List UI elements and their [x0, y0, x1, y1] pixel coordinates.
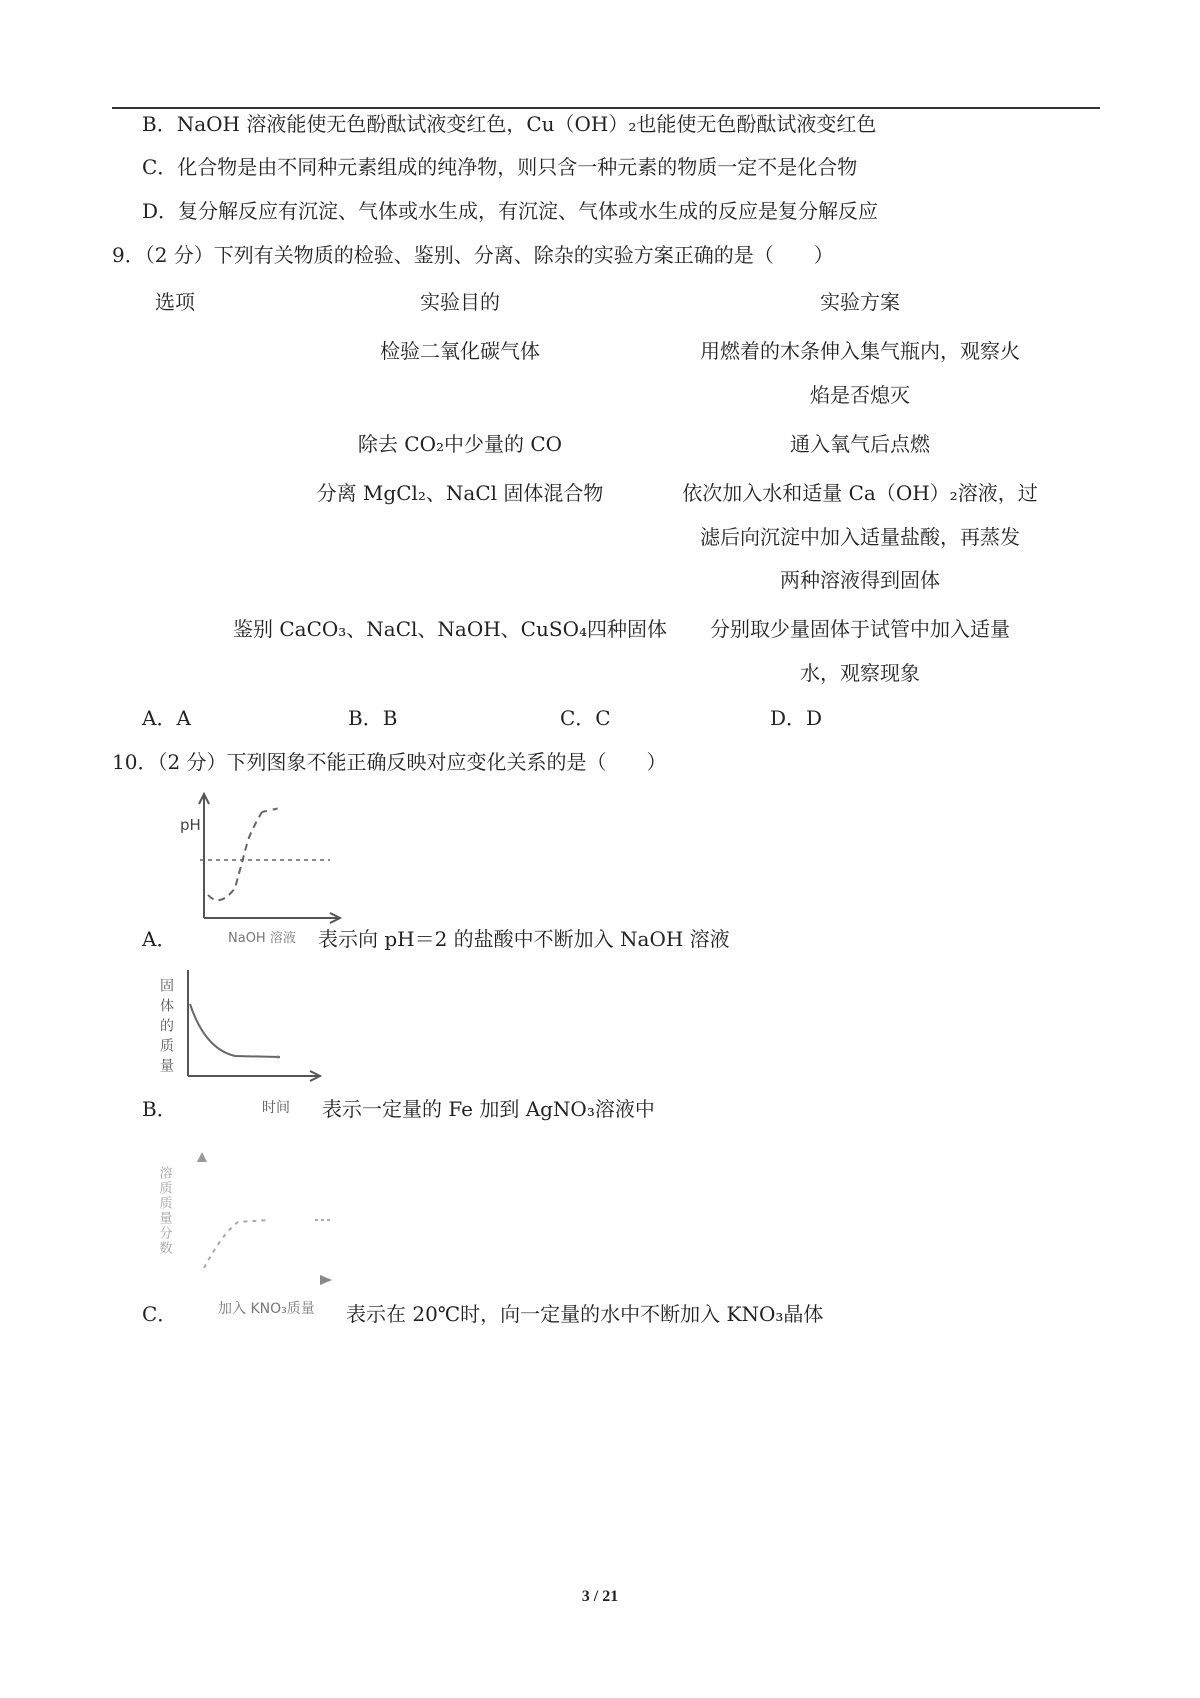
table-row-1-plan-line: 用燃着的木条伸入集气瓶内，观察火	[700, 339, 1020, 363]
question-9-stem: 9．（2 分）下列有关物质的检验、鉴别、分离、除杂的实验方案正确的是（ ）	[112, 243, 834, 267]
table-row-1-plan-line: 焰是否熄灭	[810, 383, 910, 407]
option-8d: D．复分解反应有沉淀、气体或水生成，有沉淀、气体或水生成的反应是复分解反应	[142, 199, 879, 223]
header-rule	[112, 107, 1100, 109]
graph-b-xlabel: 时间	[262, 1100, 290, 1116]
table-row-4-plan-line: 分别取少量固体于试管中加入适量	[710, 617, 1010, 641]
table-header-purpose: 实验目的	[420, 290, 500, 314]
table-row-3-plan-line: 依次加入水和适量 Ca（OH）₂溶液，过	[682, 481, 1038, 505]
option-8b: B．NaOH 溶液能使无色酚酞试液变红色，Cu（OH）₂也能使无色酚酞试液变红色	[142, 112, 877, 136]
graph-c-x-arrow	[320, 1275, 332, 1285]
q9-option-c: C．C	[560, 706, 611, 730]
page-number: 3 / 21	[581, 1588, 619, 1605]
option-8c: C．化合物是由不同种元素组成的纯净物，则只含一种元素的物质一定不是化合物	[142, 155, 858, 179]
graph-c-xlabel: 加入 KNO₃质量	[218, 1301, 315, 1317]
graph-a-curve	[208, 812, 262, 900]
graph-a-curve-tail	[262, 808, 280, 812]
q10-option-b-text: 表示一定量的 Fe 加到 AgNO₃溶液中	[322, 1097, 655, 1121]
graph-c	[156, 1148, 345, 1328]
graph-c-curve	[204, 1220, 270, 1268]
graph-b	[160, 964, 330, 1124]
table-header-plan: 实验方案	[820, 290, 900, 314]
table-row-3-plan-line: 两种溶液得到固体	[780, 568, 940, 592]
graph-b-axes	[188, 970, 320, 1081]
graph-b-ylabel: 固体的质量	[158, 978, 174, 1078]
q9-option-a: A．A	[142, 706, 191, 730]
table-row-2-purpose: 除去 CO₂中少量的 CO	[357, 432, 563, 456]
table-row-3-plan-line: 滤后向沉淀中加入适量盐酸，再蒸发	[700, 525, 1020, 549]
q10-option-c-text: 表示在 20℃时，向一定量的水中不断加入 KNO₃晶体	[346, 1302, 824, 1326]
table-row-4-purpose: 鉴别 CaCO₃、NaCl、NaOH、CuSO₄四种固体	[233, 617, 667, 641]
q9-option-b: B．B	[348, 706, 398, 730]
question-10-stem: 10．（2 分）下列图象不能正确反映对应变化关系的是（ ）	[112, 750, 667, 774]
table-row-3-purpose: 分离 MgCl₂、NaCl 固体混合物	[316, 481, 604, 505]
table-header-option: 选项	[155, 290, 195, 314]
graph-c-ylabel: 溶质质量分数	[156, 1166, 172, 1256]
table-row-2-plan-line: 通入氧气后点燃	[790, 432, 930, 456]
graph-a-axes	[199, 794, 340, 923]
graph-b-point	[277, 1056, 280, 1059]
q9-option-d: D．D	[770, 706, 823, 730]
table-row-1-purpose: 检验二氧化碳气体	[380, 339, 540, 363]
q10-option-a-label: A．	[142, 927, 177, 951]
graph-a-ylabel: pH	[180, 816, 201, 834]
graph-c-y-arrow	[197, 1152, 207, 1162]
q10-option-a-text: 表示向 pH＝2 的盐酸中不断加入 NaOH 溶液	[318, 927, 730, 951]
q10-option-b-label: B．	[142, 1097, 177, 1121]
table-row-4-plan-line: 水，观察现象	[800, 661, 920, 685]
q10-option-c-label: C．	[142, 1302, 178, 1326]
graph-b-curve	[190, 1004, 280, 1057]
graph-a-xlabel: NaOH 溶液	[228, 931, 296, 946]
